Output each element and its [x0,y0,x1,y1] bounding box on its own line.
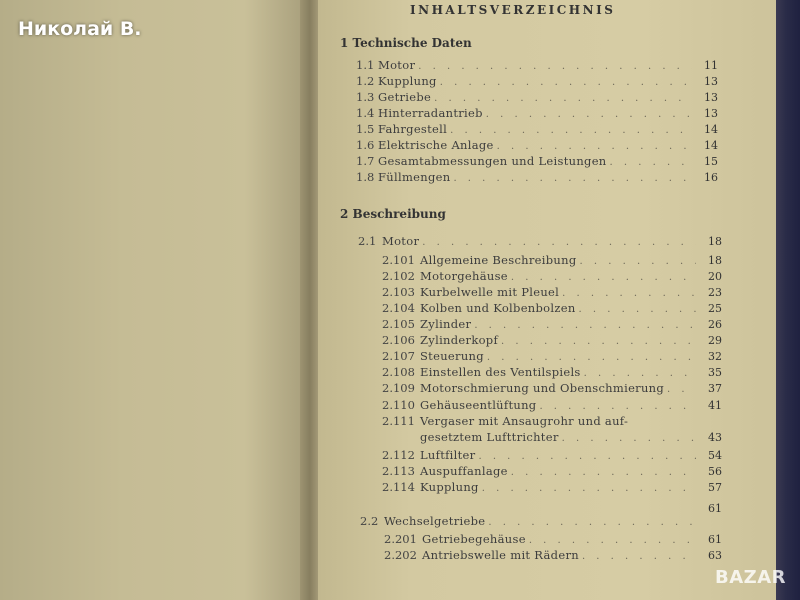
toc-entry: 2.201 Getriebegehäuse . . . 61 [384,532,722,548]
toc-entry: 2.113 Auspuffanlage . . . 56 [382,464,722,480]
toc-entry: 1.1 Motor . . . 11 [356,58,718,74]
toc-entry: 2.105 Zylinder . . . 26 [382,317,722,333]
section-title: Beschreibung [352,207,446,221]
toc-entry: 2.111 Vergaser mit Ansaugrohr und auf- [382,414,629,428]
toc-entry: 2.109 Motorschmierung und Obenschmierung . . . 37 [382,381,722,397]
book-cover-edge [776,0,800,600]
toc-entry: 1.3 Getriebe . . . 13 [356,90,718,106]
toc-entry: 1.4 Hinterradantrieb . . . 13 [356,106,718,122]
author-watermark: Николай В. [18,18,142,40]
site-watermark: BAZAR [715,567,786,588]
toc-subsection: 2.1 Motor . . . 18 [358,234,722,250]
toc-entry: 2.102 Motorgehäuse . . . 20 [382,269,722,285]
toc-entry: 2.110 Gehäuseentlüftung . . . 41 [382,398,722,414]
toc-entry: 2.112 Luftfilter . . . 54 [382,448,722,464]
toc-entry: 1.6 Elektrische Anlage . . . 14 [356,138,718,154]
toc-entry: 2.108 Einstellen des Ventilspiels . . . 35 [382,365,722,381]
toc-entry: 2.107 Steuerung . . . 32 [382,349,722,365]
section-title: Technische Daten [352,36,472,50]
toc-entry: 2.114 Kupplung . . . 57 [382,480,722,496]
toc-entry: 2.202 Antriebswelle mit Rädern . . . 63 [384,548,722,564]
section-number: 2 [340,207,349,221]
section-number: 1 [340,36,349,50]
toc-entry: 1.7 Gesamtabmessungen und Leistungen . . . 15 [356,154,718,170]
section-heading-1 [340,36,472,50]
toc-page-number: 61 [708,502,722,515]
toc-entry: 2.101 Allgemeine Beschreibung . . . 18 [382,253,722,269]
toc-entry: 2.104 Kolben und Kolbenbolzen . . . 25 [382,301,722,317]
toc-entry: 2.103 Kurbelwelle mit Pleuel . . . 23 [382,285,722,301]
toc-heading: INHALTSVERZEICHNIS [410,3,616,17]
section-heading-2 [340,207,446,221]
toc-entry: 1.8 Füllmengen . . . 16 [356,170,718,186]
toc-entry: 2.106 Zylinderkopf . . . 29 [382,333,722,349]
toc-entry: 1.2 Kupplung . . . 13 [356,74,718,90]
toc-entry: 1.5 Fahrgestell . . . 14 [356,122,718,138]
left-page [0,0,306,600]
toc-entry-continuation: gesetztem Lufttrichter . . . 43 [420,430,722,446]
toc-subsection: 2.2 Wechselgetriebe . . . [360,514,700,530]
